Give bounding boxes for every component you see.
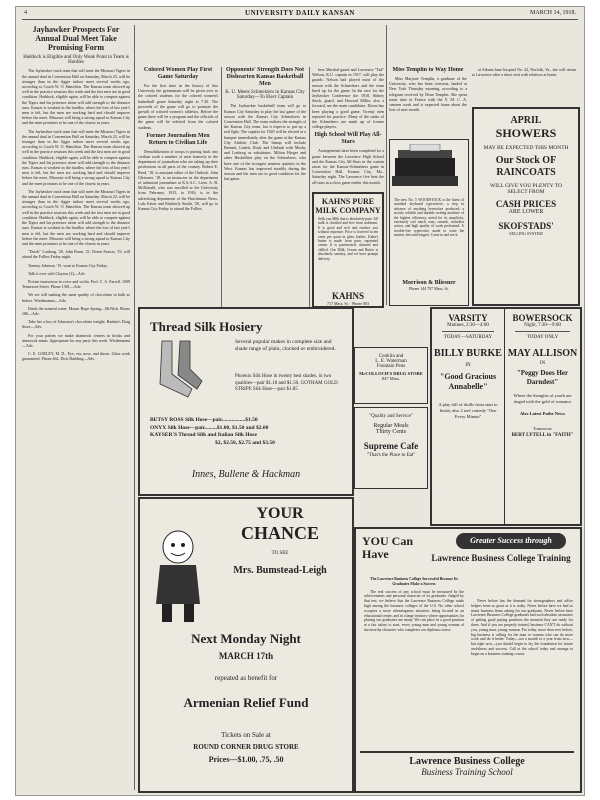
stocking-illustration <box>150 339 205 399</box>
chance-l2: CHANCE <box>240 523 319 543</box>
bowersock-listing <box>505 309 580 524</box>
supreme-cafe-ad <box>354 407 428 489</box>
newspaper-page <box>15 6 585 796</box>
column-1 <box>22 25 130 790</box>
varsity-today: TODAY—SATURDAY <box>443 335 493 340</box>
showers-l7: ARE LOWER <box>508 209 544 215</box>
bowersock-name: BOWERSOCK <box>512 313 573 323</box>
basketball-subhead: K. U. Meets Schmelzers in Kansas City Saturday—To Elect Captain <box>225 90 305 101</box>
chance-l11: Prices—$1.00, .75, .50 <box>208 755 284 764</box>
pen-l2: L. E. Waterman <box>375 359 407 364</box>
colored-women-body: For the first time in the history of this University the gymnasium will be given over to the colored students for the colored women's basketball game Saturday night at 7:30. The proceeds of the game will go to promote the growth of colored women's athletics. Before the game there will be a program and the officials of the game will be selected from the colored students. <box>138 83 218 130</box>
templin-body-cont: at Atlanta base hospital No. 42, Norfolk, Va., she will return to Lawrence after a short visit with relatives at home. <box>472 67 576 78</box>
varsity-show: "Good Gracious Annabelle" <box>439 372 497 391</box>
silk-title: Thread Silk Hosiery <box>150 319 263 334</box>
theatre-listings-ad <box>430 307 582 526</box>
chance-l10: ROUND CORNER DRUG STORE <box>193 743 299 751</box>
lbc-footer <box>360 751 574 787</box>
templin-continued <box>472 67 576 103</box>
skofstads-name: SKOFSTADS' <box>498 221 554 231</box>
showers-l6: CASH PRICES <box>495 199 557 209</box>
cafe-name: Supreme Cafe <box>363 441 419 451</box>
silk-body: Several popular makes in complete size and shade range of plain, clocked or embroidered. <box>235 339 336 352</box>
issue-date: MARCH 14, 1918. <box>529 10 576 16</box>
kahns-body: Sells you Milk that is absolutely pure. All milk is clarified and free from sediment. It is good and rich and reaches you without exposure. Price is lowered to ten cents per quart in glass bottles. Kahn's butter is made from pure, separated cream. It is pasteurized, churned and chilled. Our Milk, Cream and Butter is absolutely sanitary, and we have prompt delivery. <box>318 217 378 261</box>
cartoon-figure-illustration <box>148 529 208 624</box>
column-6 <box>389 67 467 137</box>
colored-women-headline: Colored Women Play First Game Saturday <box>143 67 213 80</box>
basketball-body-cont: bers Marshal gaurd and Lawrence "Tad" Welson, K.U. captain in 1917, will play the guards. Nelson had played most of the season with the Schmelzers and the team lined up for the game. In the race for the Jayhawker Conference the 1918, Sidney Stuck, guard, and Howard Miller, also a forward, are the main candidates. Dixon has been playing a good game. Twenty men reported for practice. Many of the ranks of the Schmelzers are made up of former college players. <box>312 67 384 130</box>
varsity-star: BILLY BURKE <box>434 348 502 359</box>
bowersock-desc: Where the thoughts of youth are tinged with the gold of romance <box>513 393 572 404</box>
journalism-body: Demobilization of troops is putting back into civilian work a number of men formerly in the department of journalism who are taking up their professions in all parts of the country. Robert E. Reed, '18, is assistant editor of the Outlook. John Gleissner, '18, is an instructor in the department of industrial journalism at K.S.A.C. Lieut. A. B. McDonald, who was enrolled at the University from February, 1915, to 1916, is in the advertising department of the Hutchinson News. Lulu Eaton and Kimberly Smith, '20, will go to Kansas City Friday to attend the Follies. <box>138 148 218 212</box>
lbc-banner: Greater Success through <box>456 533 566 549</box>
chance-heading <box>215 505 345 577</box>
jayhawker-headline: Jayhawker Prospects For Annual Dual Meet Take Promising Form <box>32 25 120 52</box>
pen-l4: McCOLLOCH'S DRUG STORE <box>359 371 423 376</box>
jayhawker-body-cont-2: The Jayhawker track team that will meet the Missouri Tigers in the annual dual in Convention Hall on Saturday, March 23, will be stronger than in the Aggie indoor meet several weeks ago, according to Coach W. O. Hamilton. The Kansas team showed up well in the practice sessions this week and the fast men are in good condition. Haddock, eligible again, will be able to compete against the Tigers and his presence alone will add strength to the distance runs. Kansas is weakest in the hurdles, where the loss of last year's men is felt, but the men are working hard and should improve before the meet. Missouri will bring a strong squad to Kansas City and the meet promises to be one of the closest in years. <box>22 188 130 246</box>
showers-l2: SHOWERS <box>495 126 557 140</box>
dealer-name: Morrison & Bliesner <box>402 280 456 286</box>
bowersock-show: "Peggy Does Her Darndest" <box>516 369 569 386</box>
bowersock-star: MAY ALLISON <box>507 348 578 359</box>
kahns-milk-ad <box>312 192 384 308</box>
chance-l1: YOUR <box>256 505 304 522</box>
lbc-sub: The Lawrence Business College Successful Because Its Graduates Make a Success <box>370 577 458 586</box>
silk-price-list <box>150 417 340 447</box>
lawrence-business-college-ad <box>354 527 582 793</box>
column-rule <box>309 67 310 307</box>
skofstads-tag: SELLING SYSTEM <box>509 231 543 236</box>
local-note: "Dutch" Lonborg, '20, John Bunn, '21, Doren Paxton, '19, will attend the Follies Friday night. <box>22 249 130 260</box>
high-school-headline: High School Will Play All-Stars <box>314 132 382 146</box>
cafe-l2: Regular Meals <box>373 423 409 429</box>
lbc-body-right: Never before has the demand for stenographers and office helpers been so great as it is today. Never before have we had so many business firms asking for our graduates. Never before have Lawrence Business College graduates had such absolute assurance of getting good paying positions the moment they are ready for them. And if you are properly trained, business CAN'T do without you, young man, young woman. For today, more than ever before, big business is calling for the man or woman who can do more work and do it better. Today—not a month or a year from now—but right now—you should begin to lay the foundation for future usefulness and success. Call at the school today and arrange to begin on a business training course. <box>471 599 573 656</box>
lbc-footer-sig: Business Training School <box>421 767 513 777</box>
jayhawker-body: The Jayhawker track team that will meet the Missouri Tigers in the annual dual in Convention Hall on Saturday, March 23, will be stronger than in the Aggie indoor meet several weeks ago, according to Coach W. O. Hamilton. The Kansas team showed up well in the practice sessions this week and the fast men are in good condition. Haddock, eligible again, will be able to compete against the Tigers and his presence alone will add strength to the distance runs. Kansas is weakest in the hurdles, where the loss of last year's men is felt, but the men are working hard and should improve before the meet. Missouri will bring a strong squad to Kansas City and the meet promises to be one of the closest in years. <box>22 68 130 126</box>
bowersock-today: TODAY ONLY <box>526 335 559 340</box>
silk-price-betsy: BETSY ROSS Silk Hose—pair.................$1.50 <box>150 417 258 423</box>
cafe-tag: "That's the Place to Eat" <box>366 453 416 458</box>
silk-phoenix: Phoenix Silk Hose in twenty best shades, in two qualities—pair $1.10 and $1.50. GOTHAM GOLD STRIPE Silk Hose—pair $1.85 <box>235 374 338 392</box>
paper-title: UNIVERSITY DAILY KANSAN <box>245 9 355 17</box>
column-3 <box>224 67 306 307</box>
jayhawker-body-cont: The Jayhawker track team that will meet the Missouri Tigers in the annual dual in Convention Hall on Saturday, March 23, will be stronger than in the Aggie indoor meet several weeks ago, according to Coach W. O. Hamilton. The Kansas team showed up well in the practice sessions this week and the fast men are in good condition. Haddock, eligible again, will be able to compete against the Tigers and his presence alone will add strength to the distance runs. Kansas is weakest in the hurdles, where the loss of last year's men is felt, but the men are working hard and should improve before the meet. Missouri will bring a strong squad to Kansas City and the meet promises to be one of the closest in years. <box>22 128 130 186</box>
kahns-contact: 717 Mass. St. · Phone 803 <box>326 301 370 306</box>
local-note: For your parties we make shamrock centers in bricks and shamrock mints. Appropriate for any party this week. Wiedemanns—Adv. <box>22 332 130 348</box>
typewriter-illustration <box>390 144 460 189</box>
woodstock-body: The new No. 5 WOODSTOCK is the latest of standard keyboard typewriters; a step in advance of anything heretofore produced; a strictly reliable and durable writing machine of the highest efficiency, noted for its simplicity, extremely soft touch, easy, smooth, noiseless action, and high quality of work performed. A trouble-free typewriter, made to write the neatest, best and longest. Come in and see it. <box>394 198 464 238</box>
journalism-headline: Former Journalism Men Return to Civilian Life <box>146 132 210 146</box>
pen-l3: Fountain Pens <box>376 364 406 369</box>
silk-price-onyx: ONYX Silk Hose—pair.........$1.00, $1.50 and $2.00 <box>150 424 269 431</box>
woodstock-typewriter-ad <box>389 139 469 306</box>
masthead <box>22 9 578 20</box>
basketball-body: The Jayhawker basketball team will go to Kansas City Saturday to play the last game of the season with the Kansas City Schmelzers in Convention Hall. The team realizes the strength of the Kansas City team, but it expects to put up a real fight. The captain for 1920 will be elected at a banquet immediately after the game at the Kansas City Athletic Club. The lineup will include Bennett, Laslett, Rody and Uhrlaub with Mosby and Lonborg as substitutes. Milton Hieger and other Haskellites play on the Schmelzers, who have one of the strongest amateur quintets in the West. Kansas has improved steadily during the season and the men are in good condition for the last game. <box>224 103 306 182</box>
chance-l5: Next Monday Night <box>191 631 301 646</box>
chance-l4: Mrs. Bumstead-Leigh <box>233 565 327 576</box>
local-note: Drink the mineral water. Mount Hope Spring—McNish. Phone 186—Adv. <box>22 305 130 316</box>
jayhawker-subhead: Haddock is Eligible and Only Weak Point in Team is Hurdles <box>23 55 129 66</box>
column-4 <box>312 67 384 187</box>
dealer-address: Phone 144 707 Mass. St. <box>409 286 449 291</box>
lbc-left-column <box>364 577 464 747</box>
your-chance-ad <box>138 497 354 793</box>
high-school-body: Arrangements have been completed for a game between the Lawrence High School and the Kansas City All-Stars in the curtain raiser for the Kansas-Schmelzers game in Convention Hall, Kansas City, Mo., Saturday night. The Lawrence five beat the all-stars in a close game earlier this month. <box>312 148 384 185</box>
bowersock-also: Also Latest Pathe News <box>519 411 566 416</box>
local-note: Take her a box of Johnston's chocolates tonight. Rankin's Drug Store—Adv. <box>22 319 130 330</box>
chance-l3: TO SEE <box>271 551 289 556</box>
templin-headline: Miss Templin to Way Home <box>392 67 464 73</box>
column-2 <box>138 67 218 307</box>
fountain-pen-ad <box>354 347 428 404</box>
lbc-body-left: The real success of any school must be measured by the achievements and personal character of its graduates. Judged by that test, we believe that the Lawrence Business College ranks high among the business colleges of the U.S. No other school occupies a more advantageous situation, being located in an educational center, and in a large territory where opportunities for placing our graduates are many. We can place in a good position at a fair salary to start, every young man and young woman of trustworthy character who completes our diploma course. <box>364 589 464 632</box>
silk-price-kayser-prices: $2, $2.50, $2.75 and $3.50 <box>215 439 275 446</box>
silk-price-kayser: KAYSER'S Thread Silk and Italian Silk Hose <box>150 432 257 438</box>
silk-signature: Innes, Bullene & Hackman <box>191 469 301 480</box>
local-note: C. E. CORLEY, M. D., Eye, ear, nose, and throat. Glass work guaranteed. Phone 462. Dick Building—Adv. <box>22 351 130 362</box>
pen-l5: 847 Mass. <box>381 376 401 381</box>
kahns-title: KAHNS PURE MILK COMPANY <box>315 197 381 215</box>
varsity-name: VARSITY <box>448 313 488 323</box>
varsity-times: Matinee, 2:30—4:00 <box>447 323 489 328</box>
silk-hosiery-ad <box>138 307 354 496</box>
column-rule <box>134 25 135 790</box>
varsity-listing <box>432 309 505 524</box>
chance-l9: Tickets on Sale at <box>221 731 271 739</box>
lbc-you: YOU Can Have <box>362 534 414 561</box>
bowersock-times: Night, 7:30—9:00 <box>524 323 561 328</box>
showers-l4: Our Stock OF RAINCOATS <box>495 155 557 178</box>
lbc-right-column <box>471 599 573 749</box>
column-rule <box>386 25 387 305</box>
varsity-in: IN <box>465 363 471 368</box>
varsity-desc: A play full of thrills from start to finish; also 2 reel comedy "One Every Minute" <box>438 402 498 419</box>
bowersock-next: BERT LYTELL in "FAITH" <box>511 433 574 438</box>
local-note: We are still making the same quality of chocolates in bulk as before. Wiedemanns—Adv. <box>22 292 130 303</box>
page-number: 4 <box>24 10 27 16</box>
pen-l1: Conklin and <box>378 354 404 359</box>
basketball-headline: Opponents' Strength Does Not Dishearten Kansas Basketball Men <box>225 67 305 87</box>
april-showers-ad <box>472 107 580 306</box>
cafe-l1: "Quality and Service" <box>369 414 413 419</box>
kahns-phone: Phone 803 <box>352 301 370 306</box>
lbc-title: Lawrence Business College Training <box>431 553 571 563</box>
showers-l1: APRIL <box>510 115 542 126</box>
local-note: Tommy Johnson, '19, went to Kansas City Friday. <box>28 262 108 268</box>
bowersock-tomorrow: Tomorrow <box>533 426 552 431</box>
chance-l6: MARCH 17th <box>218 651 274 661</box>
local-note: Talk it over with Clayton (2)—Adv. <box>28 270 86 276</box>
kahns-address: 717 Mass. St. <box>326 301 349 306</box>
bowersock-in: IN <box>539 361 546 366</box>
kahns-name: KAHNS <box>331 291 364 301</box>
chance-l8: Armenian Relief Fund <box>183 695 309 710</box>
local-note: Private instruction in voice and violin. Prof. C. A. Farrell, 1009 Tennessee Street. Phone 1381—Adv. <box>22 278 130 290</box>
cafe-l3: Thirty Cents <box>375 429 407 435</box>
templin-body: Miss Marjorie Templin, a graduate of the University, who has been overseas, landed at New York Thursday morning, according to a telegram received by Dean Templin. She spent some time in France with the Y. M. C. A. canteen work and is expected home about the first of next month. <box>389 76 467 113</box>
showers-l3: MAY BE EXPECTED THIS MONTH <box>483 145 569 151</box>
chance-l7: repeated as benefit for <box>214 674 278 682</box>
lbc-footer-name: Lawrence Business College <box>409 756 525 767</box>
showers-l5: WILL GIVE YOU PLENTY TO SELECT FROM <box>490 183 562 195</box>
column-rule <box>221 67 222 307</box>
